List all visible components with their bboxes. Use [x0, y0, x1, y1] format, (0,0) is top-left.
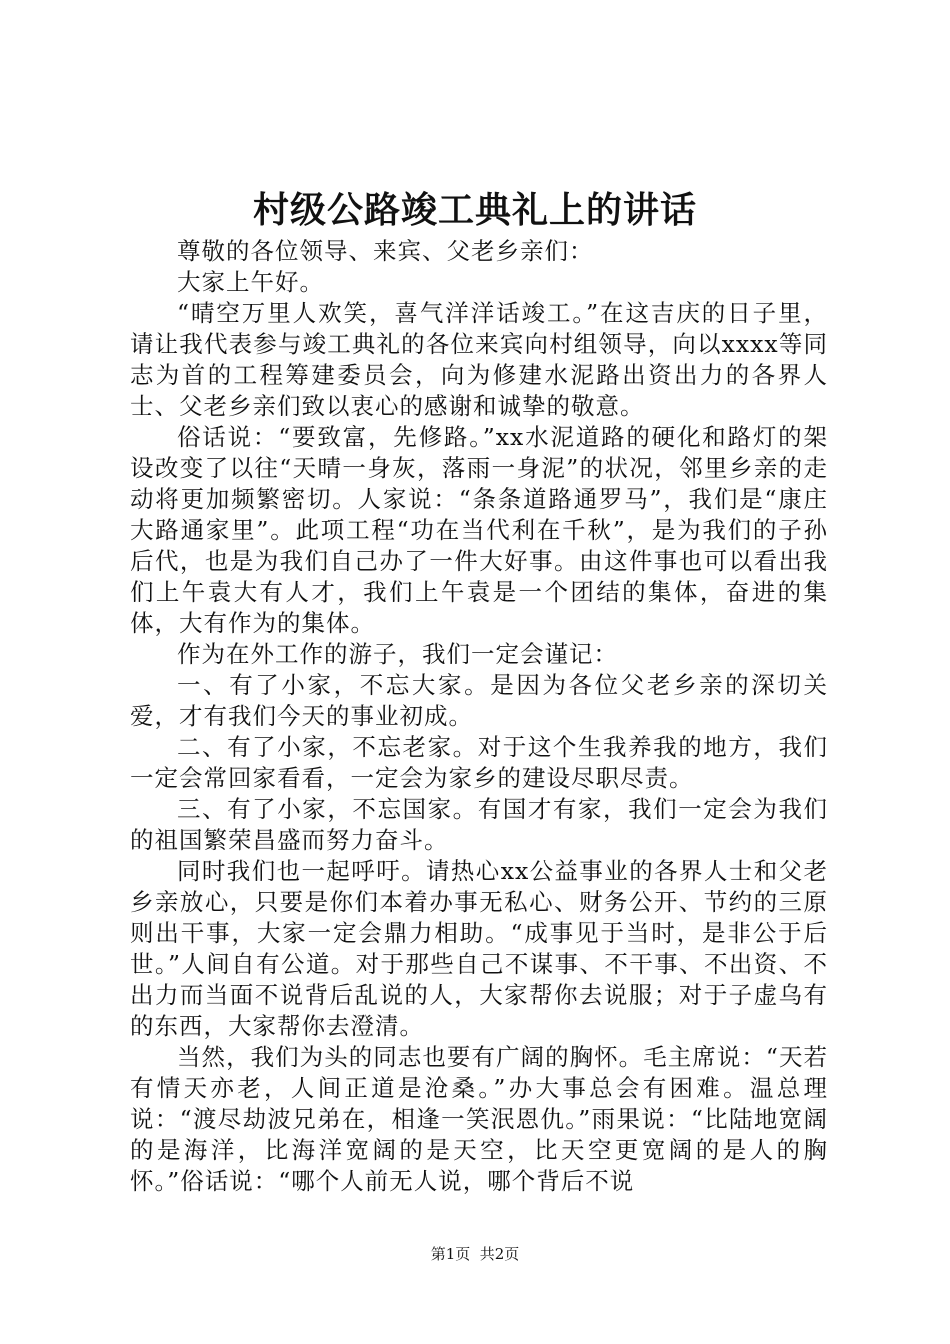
page-number: 第1页 共2页: [430, 1245, 520, 1263]
paragraph-pledge-2: 二、有了小家，不忘老家。对于这个生我养我的地方，我们一定会常回家看看，一定会为家乡的建设尽职尽责。: [130, 733, 828, 792]
page-footer: [0, 1244, 950, 1264]
paragraph-broad-mind: 当然，我们为头的同志也要有广阔的胸怀。毛主席说：“天若有情天亦老，人间正道是沧桑。”办大事总会有困难。温总理说：“渡尽劫波兄弟在，相逢一笑泯恩仇。”雨果说：“比陆地宽阔的是海洋，比海洋宽阔的是天空，比天空更宽阔的是人的胸怀。”俗话说：“哪个人前无人说，哪个背后不说: [130, 1043, 828, 1195]
paragraph-appeal: 同时我们也一起呼吁。请热心xx公益事业的各界人士和父老乡亲放心，只要是你们本着办事无私心、财务公开、节约的三原则出干事，大家一定会鼎力相助。“成事见于当时，是非公于后世。”人间自有公道。对于那些自己不谋事、不干事、不出资、不出力而当面不说背后乱说的人，大家帮你去说服；对于子虚乌有的东西，大家帮你去澄清。: [130, 857, 828, 1040]
paragraph-pledge-1: 一、有了小家，不忘大家。是因为各位父老乡亲的深切关爱，才有我们今天的事业初成。: [130, 671, 828, 730]
paragraph-thanks: “晴空万里人欢笑，喜气洋洋话竣工。”在这吉庆的日子里，请让我代表参与竣工典礼的各位来宾向村组领导，向以xxxx等同志为首的工程筹建委员会，向为修建水泥路出资出力的各界人士、父老乡亲们致以衷心的感谢和诚挚的敬意。: [130, 299, 828, 420]
document-body: [130, 236, 828, 1197]
paragraph-greeting: 大家上午好。: [177, 268, 324, 296]
paragraph-pledge-3: 三、有了小家，不忘国家。有国才有家，我们一定会为我们的祖国繁荣昌盛而努力奋斗。: [130, 795, 828, 854]
paragraph-road-benefits: 俗话说：“要致富，先修路。”xx水泥道路的硬化和路灯的架设改变了以往“天晴一身灰，落雨一身泥”的状况，邻里乡亲的走动将更加频繁密切。人家说：“条条道路通罗马”，我们是“康庄大路通家里”。此项工程“功在当代利在千秋”，是为我们的子孙后代，也是为我们自己办了一件大好事。由这件事也可以看出我们上午袁大有人才，我们上午袁是一个团结的集体，奋进的集体，大有作为的集体。: [130, 423, 828, 637]
paragraph-salutation: 尊敬的各位领导、来宾、父老乡亲们：: [177, 237, 594, 265]
document-title: 村级公路竣工典礼上的讲话: [252, 189, 697, 231]
paragraph-pledge-intro: 作为在外工作的游子，我们一定会谨记：: [177, 640, 618, 668]
